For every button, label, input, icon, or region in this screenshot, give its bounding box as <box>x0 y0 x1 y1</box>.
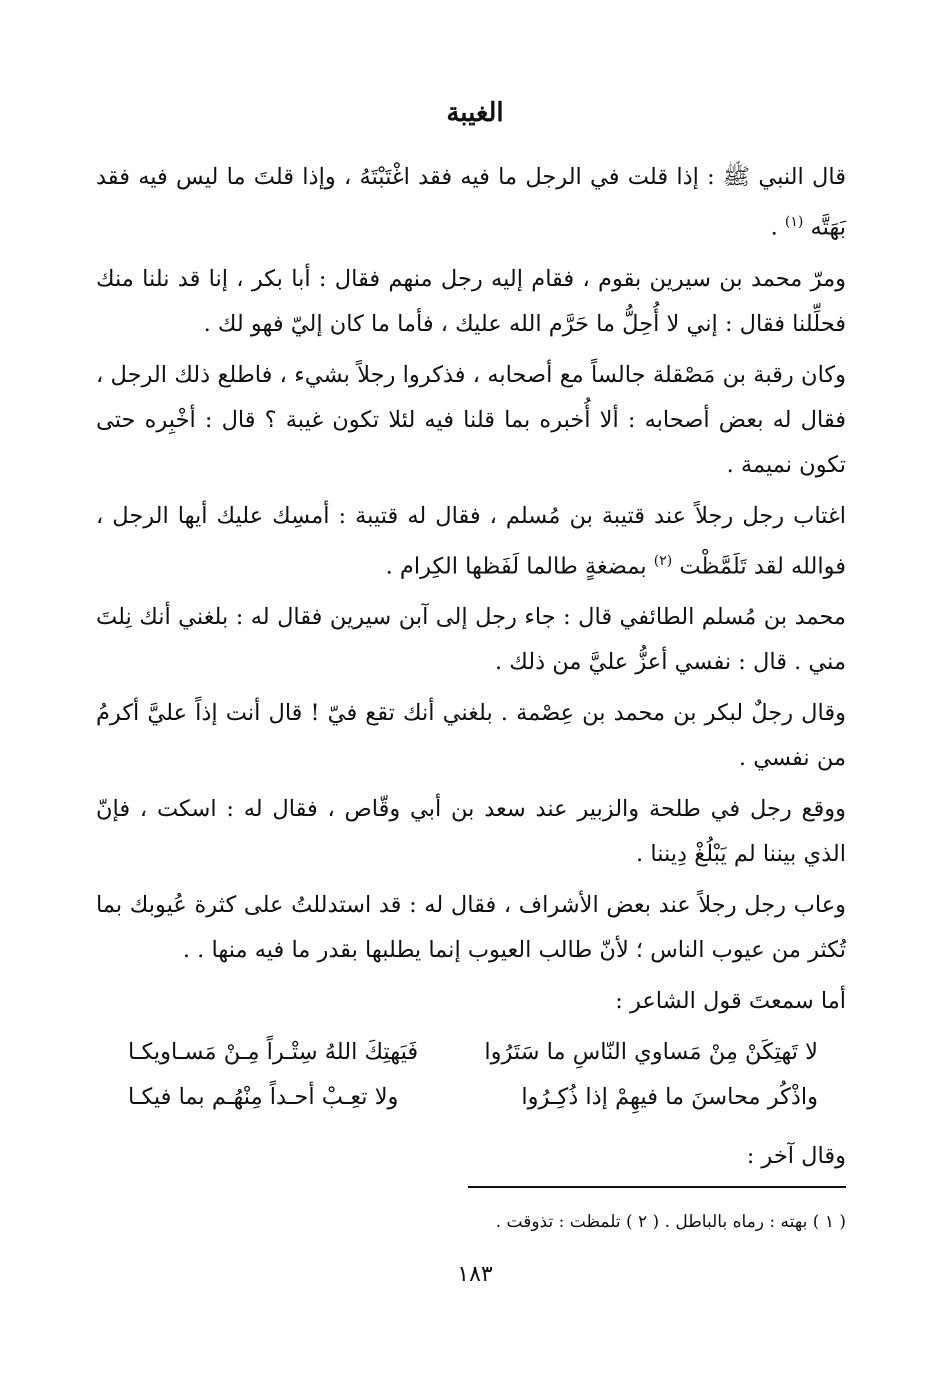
paragraph-1-end: . <box>770 214 778 241</box>
paragraph-2: ومرّ محمد بن سيرين بقوم ، فقام إليه رجل منهم فقال : أبا بكر ، إنا قد نلنا منك فحلِّلنا فقال : إني لا أُحِلُّ ما حَرَّم الله عليك ، فأما ما كان إليّ فهو لك . <box>96 265 846 337</box>
paragraph-8: وعاب رجل رجلاً عند بعض الأشراف ، فقال له : قد استدللتُ على كثرة عُيوبك بما تُكثر من عيوب الناس ؛ لأنّ طالب العيوب إنما يطلبها بقدر ما فيه منها . . <box>96 892 846 963</box>
page-number: ١٨٣ <box>457 1262 493 1287</box>
paragraph-6: وقال رجلٌ لبكر بن محمد بن عِصْمة . بلغني أنك تقع فيّ ! قال أنت إذاً عليَّ أكرمُ من نفسي . <box>96 700 846 771</box>
paragraph-1-text: قال النبي ﷺ : إذا قلت في الرجل ما فيه فقد اغْتَبْتَهُ ، وإذا قلتَ ما ليس فيه فقد بَهَتَّه <box>96 164 846 241</box>
poem <box>96 1030 846 1120</box>
paragraph-1 <box>96 155 846 251</box>
paragraph-4-text: اغتاب رجل رجلاً عند قتيبة بن مُسلم ، فقال له قتيبة : أمسِك عليك أيها الرجل ، فوالله لقد تَلَمَّظْت <box>96 502 846 579</box>
page-title: الغيبة <box>446 98 504 128</box>
paragraph-4-rest: بمضغةٍ طالما لَفَظها الكِرام . <box>385 553 647 579</box>
footnote-divider <box>468 1186 846 1188</box>
verse-first-hemistich: لا تَهتِكَنْ مِنْ مَساوي النّاسِ ما سَتَرُوا <box>484 1039 818 1065</box>
paragraph-9: أما سمعتَ قول الشاعر : <box>615 988 846 1014</box>
paragraph-5: محمد بن مُسلم الطائفي قال : جاء رجل إلى آبن سيرين فقال له : بلغني أنك نِلتَ مني . قال : نفسي أعزُّ عليَّ من ذلك . <box>96 604 846 675</box>
footnotes: ( ١ ) بهته : رماه بالباطل . ( ٢ ) تلمظت : تذوقت . <box>495 1212 846 1232</box>
paragraph-3: وكان رقبة بن مَصْقلة جالساً مع أصحابه ، فذكروا رجلاً بشيء ، فاطلع ذلك الرجل ، فقال له بعض أصحابه : ألا أُخبره بما قلنا فيه لئلا تكون غيبة ؟ قال : أخْبِره حتى تكون نميمة . <box>96 361 846 478</box>
paragraph-7: ووقع رجل في طلحة والزبير عند سعد بن أبي وقّاص ، فقال له : اسكت ، فإنّ الذي بيننا لم يَبْلُغْ دِيننا . <box>96 796 846 867</box>
closing-line: وقال آخر : <box>746 1143 846 1169</box>
verse-second-hemistich: فَيَهتِكَ اللهُ سِتْـراً مِـنْ مَسـاويكـا <box>128 1039 419 1065</box>
verse-line <box>128 1075 818 1120</box>
verse-line <box>128 1030 818 1075</box>
footnote-ref-2: (٢) <box>653 552 673 569</box>
main-text <box>96 155 846 1185</box>
footnote-ref-1: (١) <box>784 214 804 230</box>
verse-first-hemistich: واذْكُر محاسنَ ما فيهِمْ إذا ذُكِـرُوا <box>521 1084 818 1110</box>
paragraph-4 <box>96 494 846 590</box>
verse-second-hemistich: ولا تعِـبْ أحـداً مِنْهُـم بما فيكـا <box>128 1084 399 1110</box>
